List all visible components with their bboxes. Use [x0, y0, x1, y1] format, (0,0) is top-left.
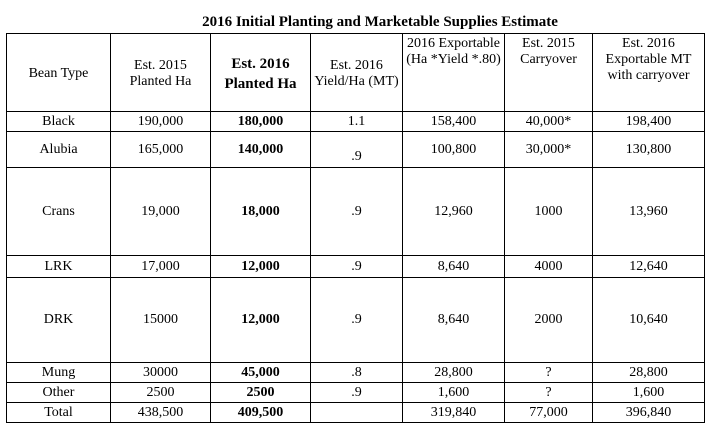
cell-planted-2015: 2500: [111, 383, 211, 403]
cell-planted-2016: 12,000: [211, 278, 311, 363]
cell-bean: Other: [7, 383, 111, 403]
cell-total-exportable: 28,800: [593, 363, 705, 383]
header-planted-2016: Est. 2016 Planted Ha: [211, 34, 311, 112]
header-planted-2015: Est. 2015 Planted Ha: [111, 34, 211, 112]
cell-planted-2016: 45,000: [211, 363, 311, 383]
cell-carryover: ?: [505, 383, 593, 403]
cell-bean: Mung: [7, 363, 111, 383]
cell-planted-2016: 2500: [211, 383, 311, 403]
table-row: [7, 168, 705, 256]
cell-total-exportable: 396,840: [593, 403, 705, 423]
supplies-estimate-table: [6, 33, 705, 423]
cell-exportable: 100,800: [403, 132, 505, 168]
cell-planted-2015: 438,500: [111, 403, 211, 423]
cell-planted-2015: 19,000: [111, 168, 211, 256]
cell-yield: .9: [311, 256, 403, 278]
cell-yield: .9: [311, 168, 403, 256]
cell-carryover: 77,000: [505, 403, 593, 423]
cell-total-exportable: 130,800: [593, 132, 705, 168]
header-row: [7, 34, 705, 112]
header-exportable-2016: 2016 Exportable (Ha *Yield *.80): [403, 34, 505, 112]
cell-yield: 1.1: [311, 112, 403, 132]
header-carryover-2015: Est. 2015 Carryover: [505, 34, 593, 112]
cell-exportable: 319,840: [403, 403, 505, 423]
cell-carryover: ?: [505, 363, 593, 383]
cell-carryover: 1000: [505, 168, 593, 256]
table-row: [7, 256, 705, 278]
cell-yield: .9: [311, 278, 403, 363]
cell-total-exportable: 10,640: [593, 278, 705, 363]
table-row: [7, 278, 705, 363]
cell-bean: LRK: [7, 256, 111, 278]
cell-total-exportable: 198,400: [593, 112, 705, 132]
cell-planted-2016: 409,500: [211, 403, 311, 423]
cell-total-exportable: 13,960: [593, 168, 705, 256]
cell-exportable: 1,600: [403, 383, 505, 403]
cell-exportable: 28,800: [403, 363, 505, 383]
cell-exportable: 8,640: [403, 256, 505, 278]
cell-bean: DRK: [7, 278, 111, 363]
cell-planted-2015: 165,000: [111, 132, 211, 168]
cell-planted-2015: 30000: [111, 363, 211, 383]
header-exportable-with-carryover: Est. 2016 Exportable MT with carryover: [593, 34, 705, 112]
cell-bean: Total: [7, 403, 111, 423]
cell-yield: .9: [311, 132, 403, 168]
cell-exportable: 8,640: [403, 278, 505, 363]
cell-exportable: 158,400: [403, 112, 505, 132]
table-row-total: [7, 403, 705, 423]
cell-planted-2016: 180,000: [211, 112, 311, 132]
cell-total-exportable: 12,640: [593, 256, 705, 278]
cell-planted-2016: 18,000: [211, 168, 311, 256]
cell-planted-2015: 15000: [111, 278, 211, 363]
cell-planted-2015: 17,000: [111, 256, 211, 278]
cell-bean: Crans: [7, 168, 111, 256]
cell-planted-2015: 190,000: [111, 112, 211, 132]
cell-yield: .8: [311, 363, 403, 383]
cell-bean: Black: [7, 112, 111, 132]
cell-carryover: 30,000*: [505, 132, 593, 168]
cell-planted-2016: 140,000: [211, 132, 311, 168]
table-row: [7, 363, 705, 383]
cell-yield: .9: [311, 383, 403, 403]
header-bean-type: Bean Type: [7, 34, 111, 112]
table-row: [7, 132, 705, 168]
cell-yield: [311, 403, 403, 423]
header-yield-2016: Est. 2016 Yield/Ha (MT): [311, 34, 403, 112]
cell-exportable: 12,960: [403, 168, 505, 256]
table-title: 2016 Initial Planting and Marketable Supplies Estimate: [202, 14, 558, 30]
cell-planted-2016: 12,000: [211, 256, 311, 278]
cell-bean: Alubia: [7, 132, 111, 168]
cell-carryover: 4000: [505, 256, 593, 278]
cell-total-exportable: 1,600: [593, 383, 705, 403]
table-row: [7, 112, 705, 132]
cell-carryover: 2000: [505, 278, 593, 363]
table-row: [7, 383, 705, 403]
cell-carryover: 40,000*: [505, 112, 593, 132]
